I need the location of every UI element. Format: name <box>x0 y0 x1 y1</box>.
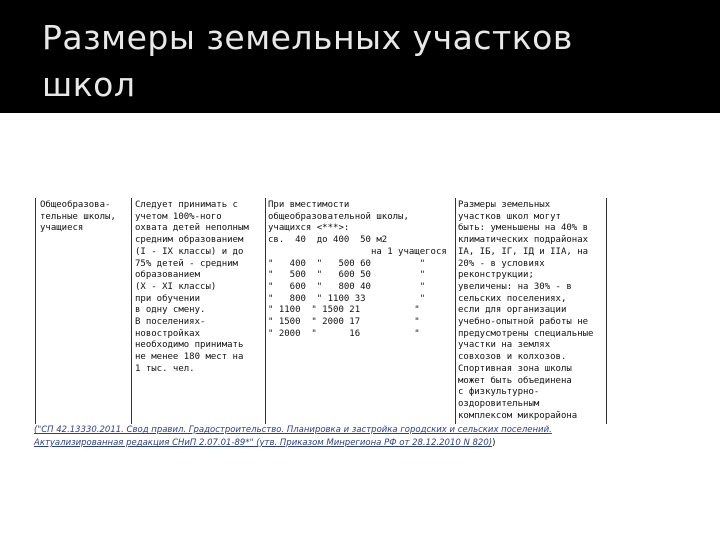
table-cell-col4-line: оздоровительным <box>458 398 540 409</box>
source-citation-line2[interactable] <box>34 437 594 449</box>
table-cell-col4-line: быть: уменьшены на 40% в <box>458 223 589 234</box>
table-cell-col4-line: если для организации <box>458 305 567 316</box>
table-cell-col3-line: " 1100 " 1500 21 " <box>268 305 420 316</box>
table-cell-col2-line: Следует принимать с <box>135 200 238 210</box>
table-cell-col1-line: тельные школы, <box>40 211 116 222</box>
table-cell-col2-line: охвата детей неполным <box>135 223 249 234</box>
table-cell-col4-line: увеличены: на 30% - в <box>458 281 572 292</box>
table-cell-col2-line: не менее 180 мест на <box>135 352 244 363</box>
source-citation-link-1[interactable]: ("СП 42.13330.2011. Свод правил. Градостроительство. Планировка и застройка городских и сельских поселений. <box>34 425 552 435</box>
table-cell-col2-line: учетом 100%-ного <box>135 211 222 222</box>
table-cell-col4-line: может быть объединена <box>458 375 572 386</box>
table-border-left <box>35 198 36 424</box>
source-citation-close: ) <box>492 438 496 448</box>
table-cell-col1-line: учащиеся <box>40 223 84 234</box>
table-cell-col1-line: Общеобразова- <box>40 200 111 210</box>
table-cell-col3-line: " 2000 " 16 " <box>268 328 420 339</box>
table-cell-col4-line: климатических подрайонах <box>458 235 589 246</box>
table-cell-col4-line: сельских поселениях, <box>458 293 567 304</box>
source-citation-line1[interactable] <box>34 424 594 436</box>
table-cell-col3-line: " 500 " 600 50 " <box>268 270 426 281</box>
table-cell-col2-line: (I - IX классы) и до <box>135 246 244 257</box>
table-cell-col3-line: " 400 " 500 60 " <box>268 258 426 269</box>
table-cell-col2-line: средним образованием <box>135 235 244 246</box>
table-divider-3 <box>455 198 456 424</box>
table-cell-col4-line: учебно-опытной работы не <box>458 317 589 327</box>
table-cell-col3-line: " 1500 " 2000 17 " <box>268 317 420 327</box>
table-border-right <box>606 198 607 424</box>
table-cell-col3-line: При вместимости <box>268 200 350 210</box>
table-cell-col3-line: на 1 учащегося <box>268 246 447 257</box>
table-cell-col2-line: 1 тыс. чел. <box>135 363 195 374</box>
table-cell-col2-line: новостройках <box>135 328 201 339</box>
table-cell-col2-line: необходимо принимать <box>135 340 244 351</box>
table-divider-1 <box>131 198 132 424</box>
table-cell-col3-line: " 600 " 800 40 " <box>268 281 426 292</box>
table-cell-col3-line: св. 40 до 400 50 м2 <box>268 235 388 246</box>
slide-title-line1: Размеры земельных участков <box>42 18 573 57</box>
table-cell-col3-line: " 800 " 1100 33 " <box>268 293 426 304</box>
source-citation-link-2[interactable]: Актуализированная редакция СНиП 2.07.01-89*" (утв. Приказом Минрегиона РФ от 28.12.2010 N 820) <box>34 438 493 448</box>
table-cell-col2-line: при обучении <box>135 293 201 304</box>
table-cell-col4-line: Спортивная зона школы <box>458 363 572 374</box>
slide-title-line2: школ <box>42 65 136 104</box>
table-cell-col2-line: (X - XI классы) <box>135 281 217 292</box>
table-divider-2 <box>265 198 266 424</box>
table-cell-col4-line: реконструкции; <box>458 270 534 281</box>
table-cell-col2-line: 75% детей - средним <box>135 258 238 269</box>
table-cell-col4-line: участков школ могут <box>458 211 561 222</box>
table-cell-col4-line: комплексом микрорайона <box>458 410 578 421</box>
table-cell-col4-line: с физкультурно- <box>458 387 540 398</box>
table-cell-col4-line: IА, IБ, IГ, IД и IIА, на <box>458 246 589 257</box>
table-cell-col4-line: 20% - в условиях <box>458 258 545 269</box>
table-cell-col2-line: в одну смену. <box>135 305 206 316</box>
table-cell-col4-line: участки на землях <box>458 340 551 351</box>
table-cell-col4-line: совхозов и колхозов. <box>458 352 567 363</box>
table-cell-col2-line: В поселениях- <box>135 317 206 327</box>
table-cell-col4-line: предусмотрены специальные <box>458 328 594 339</box>
table-cell-col3-line: учащихся <***>: <box>268 223 350 234</box>
table-cell-col2-line: образованием <box>135 270 201 281</box>
table-cell-col4-line: Размеры земельных <box>458 200 551 210</box>
table-cell-col3-line: общеобразовательной школы, <box>268 211 409 222</box>
